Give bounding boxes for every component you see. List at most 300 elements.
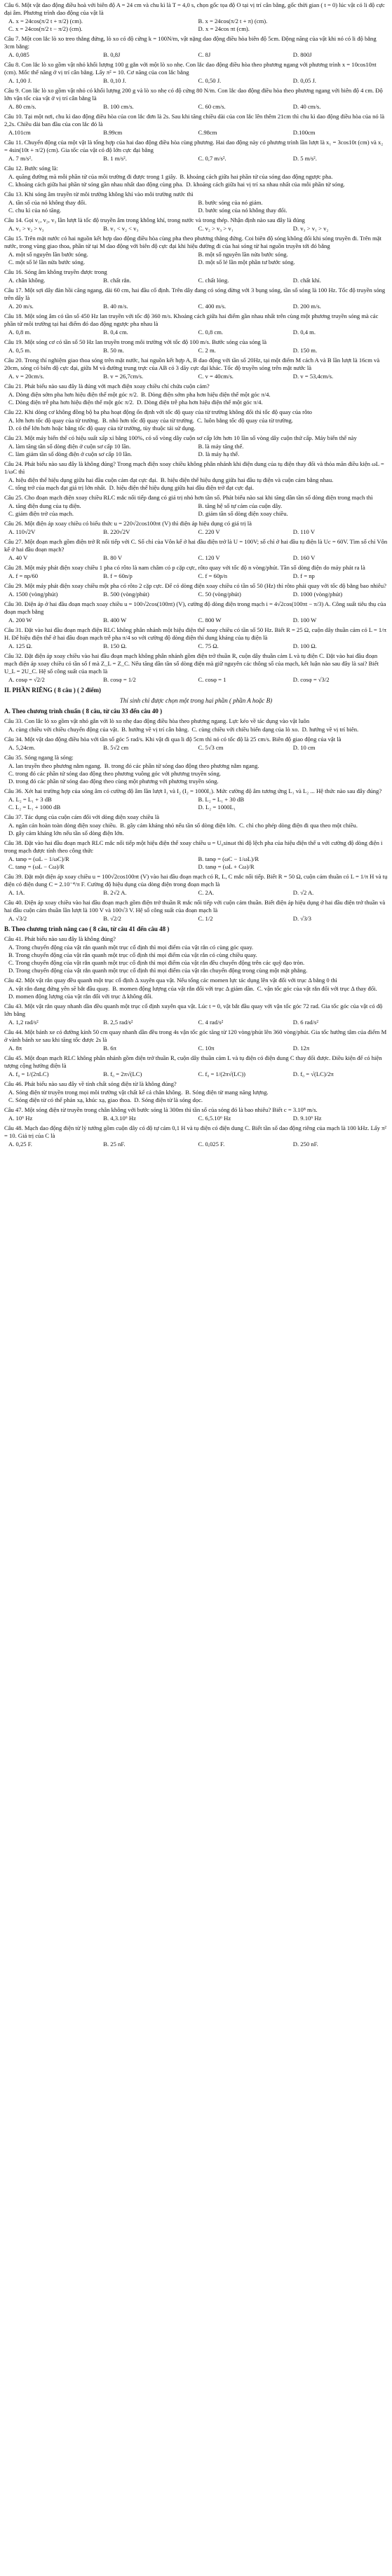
answer-options xyxy=(8,528,388,536)
question xyxy=(4,494,388,518)
answer-option: B. một số nguyên lần nửa bước sóng. xyxy=(198,251,288,258)
answer-option: B. L₂ = L₁ + 30 dB xyxy=(198,796,245,803)
section-heading xyxy=(4,696,388,705)
answer-option: D. √2 A. xyxy=(292,889,314,896)
question-text: Câu 47. Một sóng điện từ truyền trong chân không với bước sóng là 300m thì tần số của sóng đó là bao nhiêu? Biết c = 3.10⁸ m/s. xyxy=(4,1106,318,1113)
answer-option: D. 0,4 m. xyxy=(292,329,316,336)
answer-option: D. hiệu điện thế hiệu dụng giữa hai đầu điện trở đạt cực đại. xyxy=(109,484,255,491)
answer-option: C. f = 60p/n xyxy=(198,572,228,579)
question-text: Câu 22. Khi dòng cơ không đồng bộ ba pha hoạt động ổn định với tốc độ quay của từ trường không đổi thì tốc độ quay của rôto xyxy=(4,408,312,415)
answer-option: C. 120 V xyxy=(198,554,220,561)
question-text: Câu 6. Một vật dao động điều hoà với biên độ A = 24 cm và chu kì là T = 4,0 s, chọn gốc tọa độ O tại vị trí cân bằng, gốc thời gian ( t = 0) lúc vật có li độ cực đại âm. Phương trình dao động của vật là xyxy=(4,1,385,16)
answer-option: A. hiệu điện thế hiệu dụng giữa hai đầu cuộn cảm đạt cực đại. xyxy=(8,476,158,483)
question xyxy=(4,754,388,785)
question xyxy=(4,1124,388,1148)
answer-options xyxy=(8,77,388,85)
answer-options xyxy=(8,855,388,871)
answer-option: C. một số lẻ lần nửa bước sóng. xyxy=(8,259,86,266)
question-text: Câu 29. Một máy phát điện xoay chiều một pha có rôto 2 cặp cực. Để có dòng điện xoay chiều có tần số 50 (Hz) thì rôto phải quay với tốc độ bằng bao nhiêu? xyxy=(4,582,386,589)
question xyxy=(4,813,388,837)
question-text: Câu 48. Mạch dao động điện từ lý tưởng gồm cuộn dây có độ tự cảm 0,1 H và tụ điện có điện dung C. Biết tần số dao động riêng của mạch là 100 kHz. Lấy π² = 10. Giá trị của C là xyxy=(4,1124,387,1139)
answer-option: D. hướng về vị trí biên. xyxy=(302,726,359,733)
answer-option: B. Dòng điện sớm pha hơn hiệu điện thế một góc π/4. xyxy=(141,391,271,398)
answer-option: A. 0,8 m. xyxy=(8,329,32,336)
answer-options xyxy=(8,985,388,1000)
answer-option: C. 0,8 cm. xyxy=(198,329,224,336)
answer-option: D. 250 nF. xyxy=(292,1141,318,1148)
answer-options xyxy=(8,476,388,492)
answer-option: D. 160 V xyxy=(292,554,316,561)
question xyxy=(4,899,388,923)
answer-options xyxy=(8,417,388,432)
question-text: Câu 13. Khi sóng âm truyền từ môi trường không khí vào môi trường nước thì xyxy=(4,191,194,198)
answer-option: D. x = 24cos πt (cm). xyxy=(198,25,250,32)
answer-option: A. 5,24cm. xyxy=(8,744,36,751)
question xyxy=(4,35,388,59)
answer-option: B. gây cảm kháng nhỏ nếu tần số dòng điện lớn. xyxy=(120,822,237,829)
question-text: Câu 34. Một vật dao động điều hòa với tần số góc 5 rad/s. Khi vật đi qua li độ 5cm thì nó có tốc độ là 25 cm/s. Biên độ giao động của vật là xyxy=(4,736,342,743)
answer-option: C. 2 m. xyxy=(198,347,216,354)
answer-option: C. 0,025 F. xyxy=(198,1141,225,1148)
answer-option: D. khoảng cách giữa hai vị trí xa nhau nhất của mỗi phần tử sóng. xyxy=(186,181,345,188)
answer-options xyxy=(8,502,388,518)
answer-option: B.99cm xyxy=(103,129,123,136)
answer-option: A. 10⁶ Hz xyxy=(8,1115,33,1122)
answer-option: C. Sóng điện từ có thể phản xạ, khúc xạ, giao thoa. xyxy=(8,1096,132,1103)
answer-option: A. tần số của nó không thay đổi. xyxy=(8,199,87,206)
answer-option: D. 40 cm/s. xyxy=(292,103,321,110)
answer-option: B. hướng về vị trí cân bằng. xyxy=(121,726,189,733)
answer-option: D. 10 cm xyxy=(292,744,316,751)
question xyxy=(4,312,388,336)
answer-option: A. làm tăng tần số dòng điện ở cuộn sơ cấp 10 lần. xyxy=(8,443,131,450)
answer-option: A. Dòng điện sớm pha hơn hiệu điện thế một góc π/2. xyxy=(8,391,139,398)
answer-options xyxy=(8,225,388,233)
answer-option: C. 220 V xyxy=(198,528,220,535)
question-text: Câu 14. Gọi v₁, v₂, v₃ lần lượt là tốc độ truyền âm trong không khí, trong nước và trong thép. Nhận định nào sau đây là đúng xyxy=(4,216,305,223)
question xyxy=(4,460,388,492)
question xyxy=(4,652,388,684)
answer-option: A. 0,085 xyxy=(8,51,29,58)
question-text: Câu 40. Điện áp xoay chiều vào hai đầu đoạn mạch gồm điện trở thuần R mắc nối tiếp với cuộn cảm thuần. Biết điện áp hiệu dụng ở hai đầu điện trở thuần và hai đầu cuộn cảm thuần lần lượt là 100 V và 100√3 V. Hệ số công suất của đoạn mạch là xyxy=(4,899,386,914)
answer-option: B. 2,5 rad/s² xyxy=(103,1019,133,1026)
answer-option: B. 4,3.10⁶ Hz xyxy=(103,1115,136,1122)
answer-option: D. 100 W xyxy=(292,617,317,624)
answer-option: B. nhỏ hơn tốc độ quay của từ trường. xyxy=(102,417,194,424)
question-text: Câu 30. Điện áp ở hai đầu đoạn mạch xoay chiều u = 100√2cos(100πt) (V), cường độ dòng điện trong mạch i = 4√2cos(100πt − π/3) A. Công suất tiêu thụ của đoạn mạch bằng xyxy=(4,600,386,615)
answer-option: A. 125 Ω. xyxy=(8,642,33,649)
question-text: Câu 31. Đặt vào hai đầu đoạn mạch điện RLC không phân nhánh một hiệu điện thế xoay chiều có tần số 50 Hz. Biết R = 25 Ω, cuộn dây thuần cảm có L = 1/π H. Để hiệu điện thế ở hai đầu đoạn mạch trễ pha π/4 so với cường độ dòng điện thì dung kháng của tụ điện là xyxy=(4,626,386,641)
question-text: Câu 42. Một vật rắn quay đều quanh một trục cố định Δ xuyên qua vật. Nếu tổng các momen lực tác dụng lên vật đối với trục Δ bằng 0 thì xyxy=(4,977,337,984)
answer-option: C. Trong chuyển động của vật rắn quanh một trục cố định thì mọi điểm của vật rắn đều chuyển động trên các quỹ đạo tròn. xyxy=(8,959,305,966)
answer-option: C. 400 m/s. xyxy=(198,303,227,310)
answer-option: A. 0,5 m. xyxy=(8,347,32,354)
answer-options xyxy=(8,391,388,406)
answer-option: B. momen động lượng của vật rắn đối với trục Δ giảm dần. xyxy=(112,985,255,992)
answer-options xyxy=(8,18,388,33)
answer-option: D. bước sóng của nó không thay đổi. xyxy=(198,207,288,214)
answer-options xyxy=(8,796,388,811)
answer-option: B. v = 26,7cm/s. xyxy=(103,373,144,380)
answer-option: D. 150 m. xyxy=(292,347,318,354)
question xyxy=(4,165,388,188)
answer-options xyxy=(8,155,388,163)
answer-option: A.101cm xyxy=(8,129,31,136)
answer-option: B. Sóng điện từ mang năng lượng. xyxy=(185,1089,269,1096)
section-title: II. PHẦN RIÊNG ( 8 câu ) ( 2 điểm) xyxy=(4,687,101,694)
answer-option: B. 100 cm/s. xyxy=(103,103,134,110)
question xyxy=(4,383,388,406)
answer-option: D. 800J xyxy=(292,51,312,58)
question-text: Câu 41. Phát biểu nào sau đây là không đúng? xyxy=(4,935,116,942)
question xyxy=(4,1106,388,1122)
answer-option: B. 80 V xyxy=(103,554,123,561)
answer-option: A. Sóng điện từ truyền trong mọi môi trường vật chất kể cả chân không. xyxy=(8,1089,183,1096)
answer-options xyxy=(8,103,388,111)
answer-option: D. f = np xyxy=(292,572,315,579)
question-text: Câu 26. Một điện áp xoay chiều có biểu thức u = 220√2cos100πt (V) thì điện áp hiệu dụng có giá trị là xyxy=(4,520,252,527)
question xyxy=(4,235,388,266)
answer-option: A. 1500 (vòng/phút) xyxy=(8,591,58,598)
question-text: Câu 37. Tác dụng của cuộn cảm đối với dòng điện xoay chiều là xyxy=(4,813,160,820)
question-text: Câu 9. Con lắc lò xo gồm vật nhỏ có khối lượng 200 g và lò xo nhẹ có độ cứng 80 N/m. Con lắc dao động điều hòa theo phương ngang với biên độ 4 cm. Độ lớn vận tốc của vật ở vị trí cân bằng là xyxy=(4,87,383,102)
answer-option: A. 40 V xyxy=(8,554,28,561)
question xyxy=(4,582,388,598)
question-text: Câu 36. Xét hai trường hợp của sóng âm có cường độ âm lần lượt I₁ và I₂ (I₂ = 1000I₁). Mức cường độ âm tương ứng L₁ và L₂ ... Hệ thức nào sau đây đúng? xyxy=(4,787,382,794)
answer-option: D. v₃ > v₁ > v₂ xyxy=(292,225,329,232)
answer-option: B. tăng hệ số tự cảm của cuộn dây. xyxy=(198,502,283,509)
answer-option: A. lan truyền theo phương nằm ngang. xyxy=(8,762,102,769)
answer-option: C. cosφ = 1 xyxy=(198,676,227,683)
question xyxy=(4,139,388,163)
answer-option: B. 2√2 A. xyxy=(103,889,127,896)
answer-option: C. chu kì của nó tăng. xyxy=(8,207,62,214)
answer-option: D. Sóng điện từ là sóng dọc. xyxy=(134,1096,203,1103)
answer-option: A. 0,25 F. xyxy=(8,1141,32,1148)
question xyxy=(4,626,388,650)
answer-option: D. chất khí. xyxy=(292,277,321,284)
answer-option: D. √3/3 xyxy=(292,915,311,922)
answer-option: C. khoảng cách giữa hai phần tử sóng gần nhau nhất dao động cùng pha. xyxy=(8,181,184,188)
question-text: Câu 35. Sóng ngang là sóng: xyxy=(4,754,74,761)
question-text: Câu 45. Một đoạn mạch RLC không phân nhánh gồm điện trở thuần R, cuộn dây thuần cảm L và tụ điện có điện dung C thay đổi được. Điều kiện để có hiện tượng cộng hưởng điện là xyxy=(4,1054,382,1069)
question xyxy=(4,873,388,897)
answer-option: D. L₂ = 1000L₁ xyxy=(198,804,236,811)
answer-option: A. v₁ > v₂ > v₃ xyxy=(8,225,44,232)
answer-options xyxy=(8,251,388,266)
answer-option: B. f = 60n/p xyxy=(103,572,133,579)
answer-option: A. 110√2V xyxy=(8,528,36,535)
question xyxy=(4,600,388,624)
answer-options xyxy=(8,277,388,284)
answer-option: D. 110 V xyxy=(292,528,316,535)
answer-option: D.100cm xyxy=(292,129,316,136)
question xyxy=(4,935,388,974)
answer-option: C. làm giảm tần số dòng điện ở cuộn sơ cấp 10 lần. xyxy=(8,450,133,457)
answer-option: D. 6 rad/s² xyxy=(292,1019,318,1026)
answer-option: B. 220√2V xyxy=(103,528,130,535)
question-text: Câu 21. Phát biểu nào sau đây là đúng với mạch điện xoay chiều chỉ chứa cuộn cảm? xyxy=(4,383,210,390)
answer-option: A. 8π xyxy=(8,1045,22,1052)
answer-option: D. momen động lượng của vật rắn đối với trục Δ không đổi. xyxy=(8,993,153,1000)
question xyxy=(4,564,388,580)
answer-options xyxy=(8,822,388,837)
question xyxy=(4,216,388,233)
section-heading xyxy=(4,925,388,933)
question-text: Câu 10. Tại một nơi, chu kì dao động điều hòa của con lắc đơn là 2s. Sau khi tăng chiều dài của con lắc lên thêm 21cm thì chu kì dao động điều hòa của nó là 2,2s. Chiều dài ban đầu của con lắc đó là xyxy=(4,113,385,128)
answer-option: D. có thể lớn hơn hoặc bằng tốc độ quay của từ trường, tùy thuộc tải sử dụng. xyxy=(8,425,196,432)
answer-option: D. một số lẻ lần một phần tư bước sóng. xyxy=(198,259,295,266)
answer-option: A. 80 cm/s. xyxy=(8,103,36,110)
answer-option: C. cùng chiều với chiều biến dạng của lò xo. xyxy=(191,726,299,733)
answer-option: B. cosφ = 1/2 xyxy=(103,676,136,683)
answer-options xyxy=(8,443,388,458)
question xyxy=(4,287,388,310)
answer-option: C. 75 Ω. xyxy=(198,642,219,649)
answer-options xyxy=(8,572,388,580)
answer-option: B. √2/2 xyxy=(103,915,121,922)
answer-option: A. chân không. xyxy=(8,277,46,284)
answer-option: D. tanφ = (ωL + Cω)/R xyxy=(198,863,255,870)
answer-options xyxy=(8,944,388,974)
answer-options xyxy=(8,1070,388,1078)
question xyxy=(4,717,388,733)
question-text: Câu 24. Phát biểu nào sau đây là không đúng? Trong mạch điện xoay chiều không phân nhánh khi điện dung của tụ điện thay đổi và thỏa mãn điều kiện ωL = 1/ωC thì xyxy=(4,460,384,475)
answer-option: B. x = 24cos(π/2 t + π) (cm). xyxy=(198,18,268,25)
answer-option: A. f₀ = 1/(2πLC) xyxy=(8,1070,49,1077)
answer-option: D. 1000 (vòng/phút) xyxy=(292,591,343,598)
answer-option: C. 0,7 m/s². xyxy=(198,155,227,162)
answer-option: B. bước sóng của nó giảm. xyxy=(198,199,263,206)
question xyxy=(4,113,388,137)
answer-option: C. 1/2 xyxy=(198,915,213,922)
question xyxy=(4,839,388,871)
answer-option: D. giảm tần số dòng điện xoay chiều. xyxy=(198,510,288,517)
question xyxy=(4,408,388,432)
answer-option: B. f₀ = 2π√(LC) xyxy=(103,1070,142,1077)
answer-option: B. 150 Ω. xyxy=(103,642,127,649)
answer-options xyxy=(8,1045,388,1052)
question-text: Câu 7. Một con lắc lò xo treo thẳng đứng, lò xo có độ cứng k = 100N/m, vật nặng dao động điều hòa biên độ 5cm. Động năng của vật khi nó có li độ bằng 3cm bằng: xyxy=(4,35,377,50)
answer-option: A. Trong chuyển động của vật rắn quanh một trục cố định thì mọi điểm của vật rắn có cùng góc quay. xyxy=(8,944,254,951)
answer-options xyxy=(8,915,388,923)
answer-option: A. 7 m/s². xyxy=(8,155,33,162)
answer-option: C. f₀ = 1/(2π√(LC)) xyxy=(198,1070,245,1077)
answer-option: C. 10π xyxy=(198,1045,215,1052)
answer-option: C.98cm xyxy=(198,129,217,136)
question-text: Câu 16. Sóng âm không truyền được trong xyxy=(4,268,107,275)
answer-option: B. hiệu điện thế hiệu dụng giữa hai đầu tụ điện và cuộn cảm bằng nhau. xyxy=(160,476,334,483)
answer-option: C. x = 24cos(π/2 t − π/2) (cm). xyxy=(8,25,83,32)
question-text: Câu 43. Một vật rắn quay nhanh dần đều quanh một trục cố định xuyên qua vật. Lúc t = 0, vật bắt đầu quay với vận tốc góc 72 rad. Gia tốc góc của vật có độ lớn bằng xyxy=(4,1003,383,1017)
answer-options xyxy=(8,642,388,650)
question-text: Câu 44. Một bánh xe có đường kính 50 cm quay nhanh dần đều trong 4s vận tốc góc tăng từ 120 vòng/phút lên 360 vòng/phút. Gia tốc hướng tâm của điểm M ở vành bánh xe sau khi tăng tốc được 2s là xyxy=(4,1028,387,1043)
answer-options xyxy=(8,51,388,59)
question-text: Câu 46. Phát biểu nào sau đây về tính chất sóng điện từ là không đúng? xyxy=(4,1080,177,1087)
answer-option: B. 0,8J xyxy=(103,51,121,58)
answer-options xyxy=(8,762,388,785)
answer-options xyxy=(8,347,388,354)
section-title: Thí sinh chỉ được chọn một trong hai phần ( phần A hoặc B) xyxy=(119,697,273,704)
answer-option: A. 1,00 J. xyxy=(8,77,32,84)
question-text: Câu 18. Một sóng âm có tần số 450 Hz lan truyền với tốc độ 360 m/s. Khoảng cách giữa hai điểm gần nhau nhất trên cùng một phương truyền sóng mà các phần tử môi trường tại hai điểm đó dao động ngược pha nhau là xyxy=(4,312,379,327)
answer-options xyxy=(8,1019,388,1026)
answer-option: A. x = 24cos(π/2 t + π/2) (cm). xyxy=(8,18,83,25)
answer-option: B. khoảng cách giữa hai phần tử của sóng dao động ngược pha. xyxy=(180,173,333,180)
question xyxy=(4,1080,388,1104)
question-text: Câu 17. Một sợi dây đàn hồi căng ngang, dài 60 cm, hai đầu cố định. Trên dây đang có sóng dừng với 3 bụng sóng, tần số sóng là 100 Hz. Tốc độ truyền sóng trên dây là xyxy=(4,287,386,301)
answer-options xyxy=(8,129,388,137)
question-text: Câu 28. Một máy phát điện xoay chiều 1 pha có rôto là nam châm có p cặp cực, rôto quay với tốc độ n vòng/phút. Tần số dòng điện do máy phát ra là xyxy=(4,564,365,571)
answer-option: A. tăng điện dung của tụ điện. xyxy=(8,502,81,509)
answer-option: C. 50 (vòng/phút) xyxy=(198,591,241,598)
question xyxy=(4,1028,388,1052)
answer-option: A. một số nguyên lần bước sóng. xyxy=(8,251,88,258)
question xyxy=(4,538,388,562)
answer-option: B. tanφ = (ωC − 1/ωL)/R xyxy=(198,855,259,862)
answer-option: C. luôn bằng tốc độ quay của từ trường. xyxy=(196,417,293,424)
question xyxy=(4,87,388,111)
section-title: B. Theo chương trình nâng cao ( 8 câu, từ câu 41 đến câu 48 ) xyxy=(4,925,170,932)
answer-option: D. 5 m/s². xyxy=(292,155,317,162)
answer-option: C. vận tốc góc của vật rắn đối với trục Δ thay đổi. xyxy=(257,985,377,992)
question-text: Câu 33. Con lắc lò xo gồm vật nhỏ gắn với lò xo nhẹ dao động điều hòa theo phương ngang. Lực kéo về tác dụng vào vật luôn xyxy=(4,717,310,724)
answer-option: C. v₂ > v₃ > v₁ xyxy=(198,225,234,232)
answer-option: B. 0,10 J. xyxy=(103,77,126,84)
answer-options xyxy=(8,199,388,214)
answer-option: D. 0,05 J. xyxy=(292,77,316,84)
answer-options xyxy=(8,173,388,188)
answer-option: B. v₁ < v₂ < v₃ xyxy=(103,225,139,232)
answer-option: C. 0,50 J. xyxy=(198,77,222,84)
answer-options xyxy=(8,617,388,624)
answer-option: A. cùng chiều với chiều chuyển động của vật. xyxy=(8,726,119,733)
answer-options xyxy=(8,676,388,684)
question-text: Câu 25. Cho đoạn mạch điện xoay chiều RLC mắc nối tiếp đang có giá trị nhỏ hơn tần số. Phát biểu nào sai khi tăng dần tần số dòng điện trong mạch thì xyxy=(4,494,373,501)
answer-option: C. 5√3 cm xyxy=(198,744,224,751)
answer-option: B. Trong chuyển động của vật rắn quanh một trục cố định thì mọi điểm của vật rắn có cùng chiều quay. xyxy=(8,951,257,958)
question xyxy=(4,1054,388,1078)
question-text: Câu 32. Đặt điện áp xoay chiều vào hai đầu đoạn mạch không phân nhánh gồm điện trở thuần R, cuộn dây thuần cảm L và tụ điện C. Đặt vào hai đầu đoạn mạch điện áp xoay chiều có tần số f mà Z_L = Z_C. Nếu tăng dần tần số dòng điện mà giữ nguyên các thông số của mạch, kết luận nào sau đây là sai? Biết U_L = 2U_C. Hệ số công suất của mạch là xyxy=(4,652,379,675)
answer-option: A. 1A. xyxy=(8,889,25,896)
answer-option: C. Dòng điện trễ pha hơn hiệu điện thế một góc π/2. xyxy=(8,399,135,406)
question xyxy=(4,338,388,354)
answer-option: A. √3/2 xyxy=(8,915,27,922)
answer-option: D. cosφ = √3/2 xyxy=(292,676,330,683)
question xyxy=(4,268,388,284)
answer-option: A. quãng đường mà mỗi phần tử của môi trường đi được trong 1 giây. xyxy=(8,173,177,180)
question xyxy=(4,61,388,85)
answer-option: C. 2A. xyxy=(198,889,215,896)
answer-option: A. f = np/60 xyxy=(8,572,39,579)
answer-option: A. vật rắn đang đứng yên sẽ bắt đầu quay. xyxy=(8,985,110,992)
answer-option: A. 1,2 rad/s² xyxy=(8,1019,39,1026)
question xyxy=(4,736,388,752)
answer-options xyxy=(8,373,388,380)
question-text: Câu 20. Trong thí nghiệm giao thoa sóng trên mặt nước, hai nguồn kết hợp A, B dao động với tần số 20Hz, tại một điểm M cách A và B lần lượt là 16cm và 20cm, sóng có biên độ cực đại, giữa M và đường trung trực của AB có 3 dãy cực đại khác. Tốc độ truyền sóng trên mặt nước là xyxy=(4,357,380,371)
answer-option: B. 5√2 cm xyxy=(103,744,129,751)
section-title: A. Theo chương trình chuẩn ( 8 câu, từ câu 33 đến câu 40 ) xyxy=(4,708,163,715)
question xyxy=(4,977,388,1000)
answer-option: B. 400 W xyxy=(103,617,127,624)
answer-options xyxy=(8,1115,388,1122)
answer-option: C. tanφ = (ωL − Cω)/R xyxy=(8,863,65,870)
answer-option: D. 12π xyxy=(292,1045,310,1052)
answer-option: C. 4 rad/s² xyxy=(198,1019,224,1026)
answer-option: C. L₂ = L₁ + 1000 dB xyxy=(8,804,61,811)
question xyxy=(4,1003,388,1026)
answer-option: B. 40 m/s. xyxy=(103,303,128,310)
answer-option: B. 25 nF. xyxy=(103,1141,126,1148)
question-text: Câu 12. Bước sóng là: xyxy=(4,165,58,172)
answer-option: D. f₀ = √(LC)/2π xyxy=(292,1070,334,1077)
answer-option: C. giảm điện trở của mạch. xyxy=(8,510,74,517)
answer-option: A. ngăn cản hoàn toàn dòng điện xoay chiều. xyxy=(8,822,118,829)
question xyxy=(4,787,388,811)
question-text: Câu 38. Đặt vào hai đầu đoạn mạch RLC mắc nối tiếp một hiệu điện thế xoay chiều u = U₀sinωt thì độ lệch pha của hiệu điện thế u với cường độ dòng điện i trong mạch được tính theo công thức xyxy=(4,839,383,854)
question-text: Câu 11. Chuyển động của một vật là tổng hợp của hai dao động điều hòa cùng phương. Hai dao động này có phương trình lần lượt là x₁ = 3cos10t (cm) và x₂ = 4sin(10t + π/2) (cm). Gia tốc của vật có độ lớn cực đại bằng xyxy=(4,139,384,153)
answer-option: A. L₂ = L₁ + 3 dB xyxy=(8,796,52,803)
answer-option: D. trong đó các phần tử sóng dao động theo cùng một phương với phương truyền sóng. xyxy=(8,778,219,785)
answer-options xyxy=(8,329,388,336)
answer-options xyxy=(8,889,388,897)
question-text: Câu 8. Con lắc lò xo gồm vật nhỏ khối lượng 100 g gắn với một lò xo nhẹ. Con lắc dao động điều hòa theo phương ngang với phương trình x = 10cos10πt (cm). Mốc thế năng ở vị trí cân bằng. Lấy π² = 10. Cơ năng của con lắc bằng xyxy=(4,61,377,76)
question-text: Câu 27. Một đoạn mạch gồm điện trở R nối tiếp với C. Số chỉ của Vôn kế ở hai đầu điện trở là U = 100V; số chỉ ở hai đầu tụ điện là Uc = 60V. Tìm số chỉ Vôn kế ở hai đầu đoạn mạch? xyxy=(4,538,388,553)
answer-option: C. v = 40cm/s. xyxy=(198,373,234,380)
answer-option: C. 800 W xyxy=(198,617,222,624)
answer-option: D. là máy hạ thế. xyxy=(198,450,240,457)
answer-option: B. trong đó các phần tử sóng dao động theo phương nằm ngang. xyxy=(104,762,259,769)
answer-option: D. v = 53,4cm/s. xyxy=(292,373,334,380)
question-text: Câu 23. Một máy biến thế có hiệu suất xấp xỉ bằng 100%, có số vòng dây cuộn sơ cấp lớn hơn 10 lần số vòng dây cuộn thứ cấp. Máy biến thế này xyxy=(4,434,357,441)
answer-options xyxy=(8,1089,388,1104)
answer-option: B. là máy tăng thế. xyxy=(198,443,244,450)
answer-option: A. tanφ = (ωL − 1/ωC)/R xyxy=(8,855,69,862)
answer-option: C. chất lỏng. xyxy=(198,277,229,284)
answer-options xyxy=(8,591,388,598)
answer-options xyxy=(8,1141,388,1148)
question xyxy=(4,1,388,33)
answer-option: D. gây cảm kháng lớn nếu tần số dòng điện lớn. xyxy=(8,829,124,836)
answer-option: A. v = 20cm/s. xyxy=(8,373,44,380)
question xyxy=(4,520,388,536)
section-heading xyxy=(4,707,388,715)
question xyxy=(4,357,388,380)
answer-option: B. 0,4 cm. xyxy=(103,329,128,336)
answer-option: B. 500 (vòng/phút) xyxy=(103,591,149,598)
answer-option: D. Dòng điện trễ pha hơn hiệu điện thế một góc π/4. xyxy=(137,399,263,406)
answer-option: B. 6π xyxy=(103,1045,116,1052)
answer-options xyxy=(8,744,388,752)
answer-options xyxy=(8,554,388,562)
answer-option: C. tổng trở của mạch đạt giá trị lớn nhất. xyxy=(8,484,107,491)
answer-option: C. 60 cm/s. xyxy=(198,103,226,110)
answer-option: A. cosφ = √2/2 xyxy=(8,676,45,683)
answer-option: A. 20 m/s. xyxy=(8,303,34,310)
section-heading xyxy=(4,686,388,694)
answer-option: C. trong đó các phần tử sóng dao động theo phương vuông góc với phương truyền sóng. xyxy=(8,770,222,777)
answer-option: D. 200 m/s. xyxy=(292,303,321,310)
answer-option: A. 200 W xyxy=(8,617,32,624)
answer-options xyxy=(8,726,388,733)
answer-option: C. chỉ cho phép dòng điện đi qua theo một chiều. xyxy=(239,822,358,829)
answer-options xyxy=(8,303,388,310)
answer-option: D. 100 Ω. xyxy=(292,642,317,649)
question-text: Câu 15. Trên mặt nước có hai nguồn kết hợp dao động điều hòa cùng pha theo phương thẳng đứng. Coi biên độ sóng không đổi khi sóng truyền đi. Trên mặt nước, trong vùng giao thoa, phần tử tại M dao động với biên độ cực đại khi hiệu đường đi của hai sóng từ hai nguồn truyền tới đó bằng xyxy=(4,235,381,249)
answer-option: D. 9.10⁶ Hz xyxy=(292,1115,322,1122)
answer-option: A. lớn hơn tốc độ quay của từ trường. xyxy=(8,417,100,424)
question xyxy=(4,434,388,458)
